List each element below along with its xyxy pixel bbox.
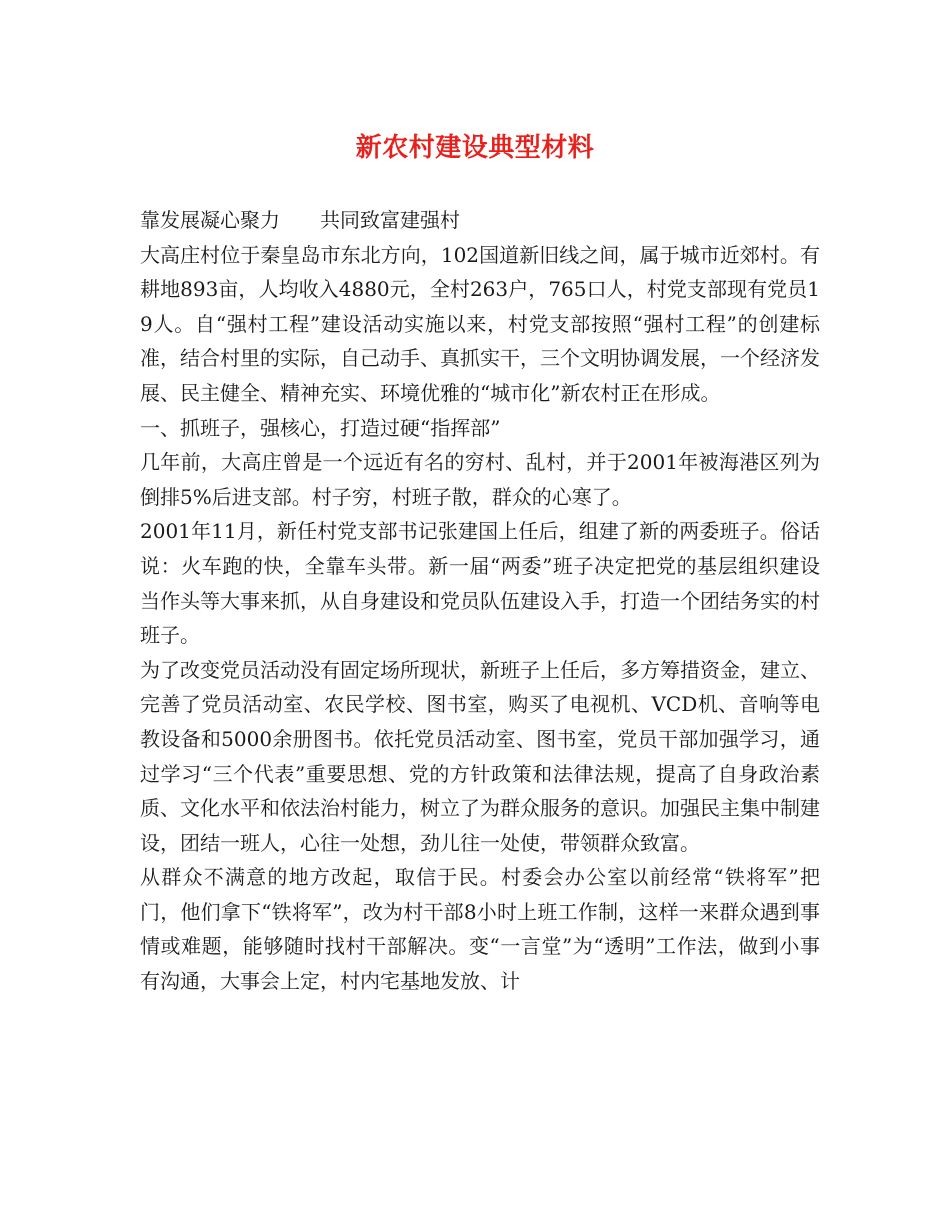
document-title: 新农村建设典型材料: [355, 133, 595, 163]
document-body: [140, 203, 820, 999]
paragraph: 从群众不满意的地方改起，取信于民。村委会办公室以前经常“铁将军”把门，他们拿下“铁将军”，改为村干部8小时上班工作制，这样一来群众遇到事情或难题，能够随时找村干部解决。变“一言堂”为“透明”工作法，做到小事有沟通，大事会上定，村内宅基地发放、计: [140, 865, 820, 994]
paragraph-intro: 大高庄村位于秦皇岛市东北方向，102国道新旧线之间，属于城市近郊村。有耕地893亩，人均收入4880元，全村263户，765口人，村党支部现有党员19人。自“强村工程”建设活动实施以来，村党支部按照“强村工程”的创建标准，结合村里的实际，自己动手、真抓实干，三个文明协调发展，一个经济发展、民主健全、精神充实、环境优雅的“城市化”新农村正在形成。: [140, 242, 820, 405]
document-subtitle: 靠发展凝心聚力 共同致富建强村: [140, 208, 460, 232]
section-heading-1: 一、抓班子，强核心，打造过硬“指挥部”: [140, 415, 501, 440]
paragraph: 几年前，大高庄曾是一个远近有名的穷村、乱村，并于2001年被海港区列为倒排5%后进支部。村子穷，村班子散，群众的心寒了。: [140, 450, 820, 509]
paragraph: 2001年11月，新任村党支部书记张建国上任后，组建了新的两委班子。俗话说：火车跑的快，全靠车头带。新一届“两委”班子决定把党的基层组织建设当作头等大事来抓，从自身建设和党员队伍建设入手，打造一个团结务实的村班子。: [140, 519, 820, 648]
paragraph: 为了改变党员活动没有固定场所现状，新班子上任后，多方筹措资金，建立、完善了党员活动室、农民学校、图书室，购买了电视机、VCD机、音响等电教设备和5000余册图书。依托党员活动室、图书室，党员干部加强学习，通过学习“三个代表”重要思想、党的方针政策和法律法规，提高了自身政治素质、文化水平和依法治村能力，树立了为群众服务的意识。加强民主集中制建设，团结一班人，心往一处想，劲儿往一处使，带领群众致富。: [140, 657, 820, 855]
